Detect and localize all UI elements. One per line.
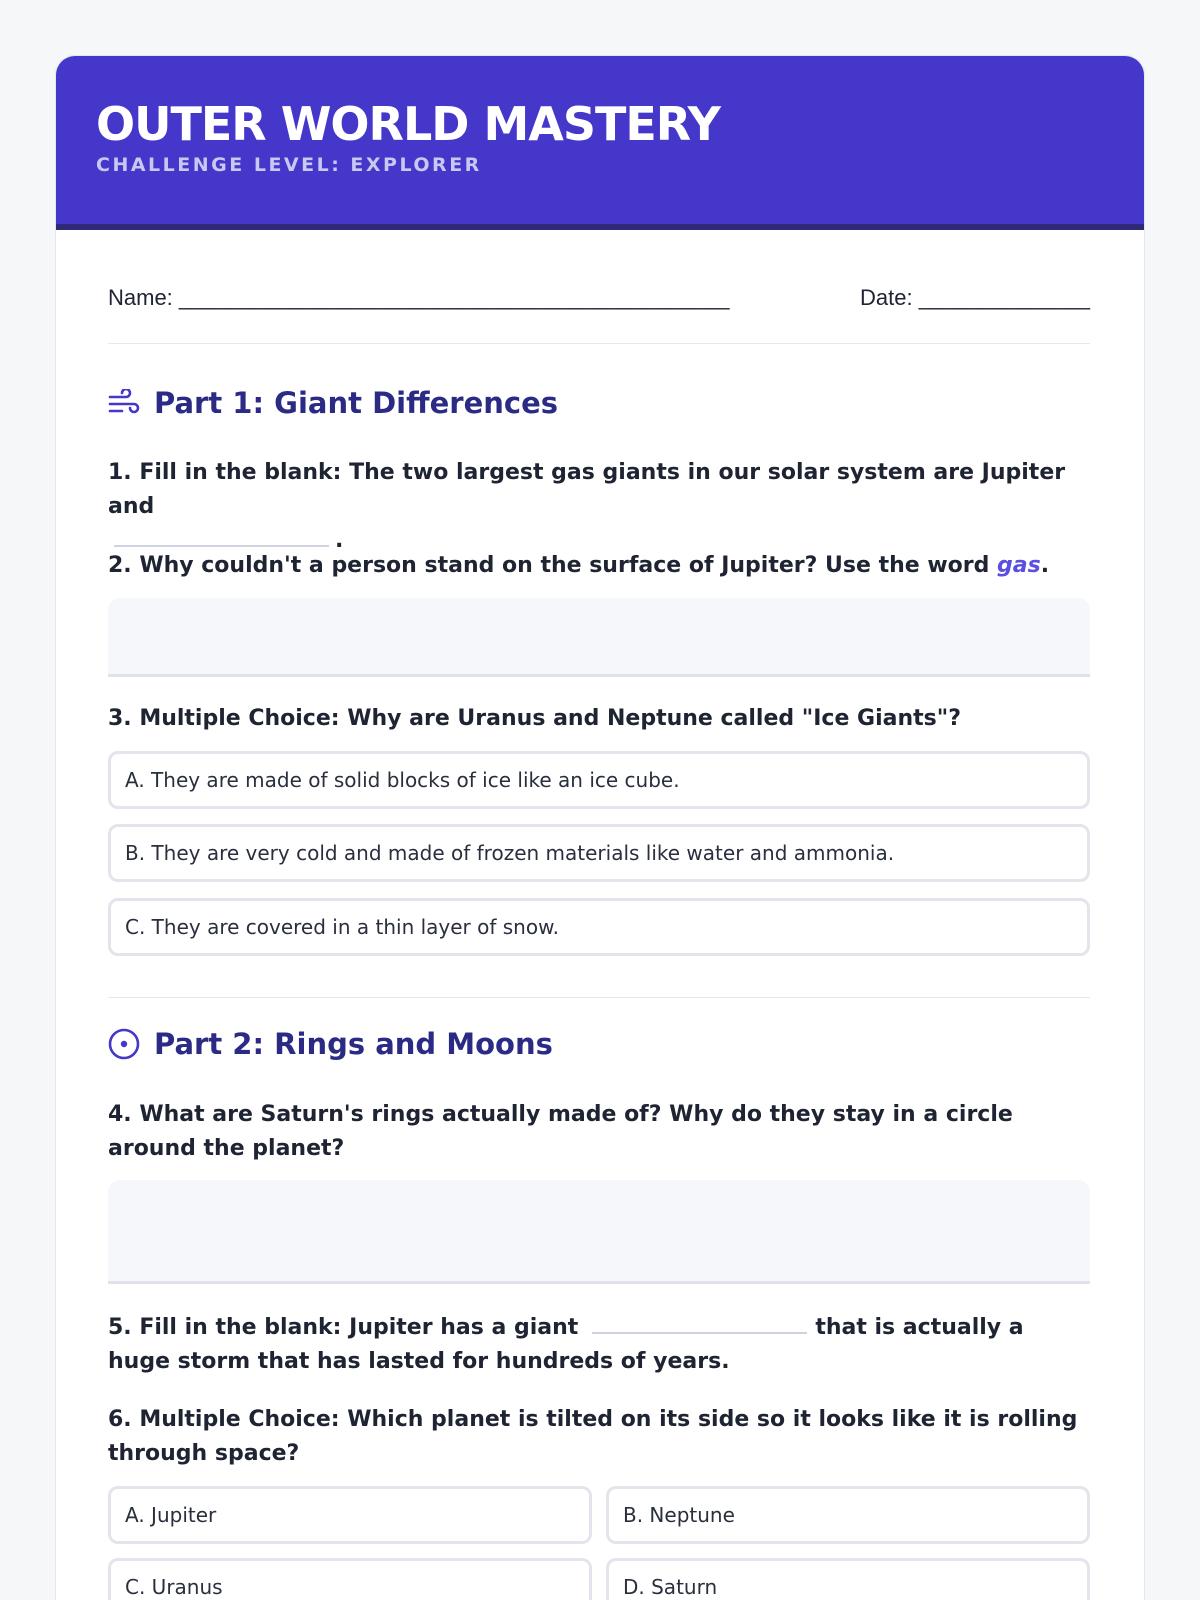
question-5-prefix: 5. Fill in the blank: Jupiter has a giant: [108, 1315, 579, 1340]
question-1-end: .: [335, 528, 344, 553]
part1-heading: [108, 386, 558, 420]
question-5-suffix: that is actually a huge storm that has lasted for hundreds of years.: [108, 1315, 1024, 1374]
question-5: [108, 1311, 1090, 1379]
question-6: 6. Multiple Choice: Which planet is tilted on its side so it looks like it is rolling through space?: [108, 1407, 1078, 1466]
question-1-text: 1. Fill in the blank: The two largest gas giants in our solar system are Jupiter and: [108, 460, 1066, 519]
question-3-choice-a[interactable]: [108, 751, 1090, 809]
question-4-answer-box[interactable]: [108, 1180, 1090, 1284]
question-3-choice-c[interactable]: [108, 898, 1090, 956]
question-1: [108, 456, 1090, 558]
question-2-keyword: gas: [997, 553, 1041, 578]
page-title: OUTER WORLD MASTERY: [96, 97, 720, 151]
question-3-choice-b[interactable]: [108, 824, 1090, 882]
question-6-choice-c[interactable]: [108, 1558, 592, 1600]
question-2: [108, 549, 1090, 583]
question-3: 3. Multiple Choice: Why are Uranus and Neptune called "Ice Giants"?: [108, 706, 961, 731]
question-1-blank[interactable]: [114, 525, 329, 547]
part2-heading: [108, 1027, 553, 1061]
section-divider: [108, 997, 1090, 998]
choice-label: B. They are very cold and made of frozen materials like water and ammonia.: [125, 841, 895, 865]
choice-label: D. Saturn: [623, 1575, 718, 1599]
question-6-choice-b[interactable]: [606, 1486, 1090, 1544]
wind-icon: [108, 387, 140, 419]
choice-label: A. Jupiter: [125, 1503, 217, 1527]
choice-label: B. Neptune: [623, 1503, 735, 1527]
question-6-choice-a[interactable]: [108, 1486, 592, 1544]
part2-title: Part 2: Rings and Moons: [154, 1027, 553, 1061]
part1-title: Part 1: Giant Differences: [154, 386, 559, 420]
question-2-prefix: 2. Why couldn't a person stand on the surface of Jupiter? Use the word: [108, 553, 998, 578]
name-field[interactable]: Name: _____________________________________________: [108, 285, 730, 310]
name-date-row: [108, 220, 1090, 344]
worksheet-header: [56, 56, 1144, 230]
question-2-suffix: .: [1040, 553, 1050, 578]
question-6-choice-d[interactable]: [606, 1558, 1090, 1600]
question-5-blank[interactable]: [592, 1312, 807, 1334]
date-field[interactable]: Date: ______________: [860, 285, 1090, 310]
challenge-level: CHALLENGE LEVEL: EXPLORER: [96, 154, 482, 176]
choice-label: C. They are covered in a thin layer of snow.: [125, 915, 559, 939]
choice-label: A. They are made of solid blocks of ice like an ice cube.: [125, 768, 680, 792]
orbit-icon: [108, 1028, 140, 1060]
question-2-answer-box[interactable]: [108, 598, 1090, 677]
question-4: 4. What are Saturn's rings actually made of? Why do they stay in a circle around the planet?: [108, 1102, 1013, 1161]
choice-label: C. Uranus: [125, 1575, 223, 1599]
